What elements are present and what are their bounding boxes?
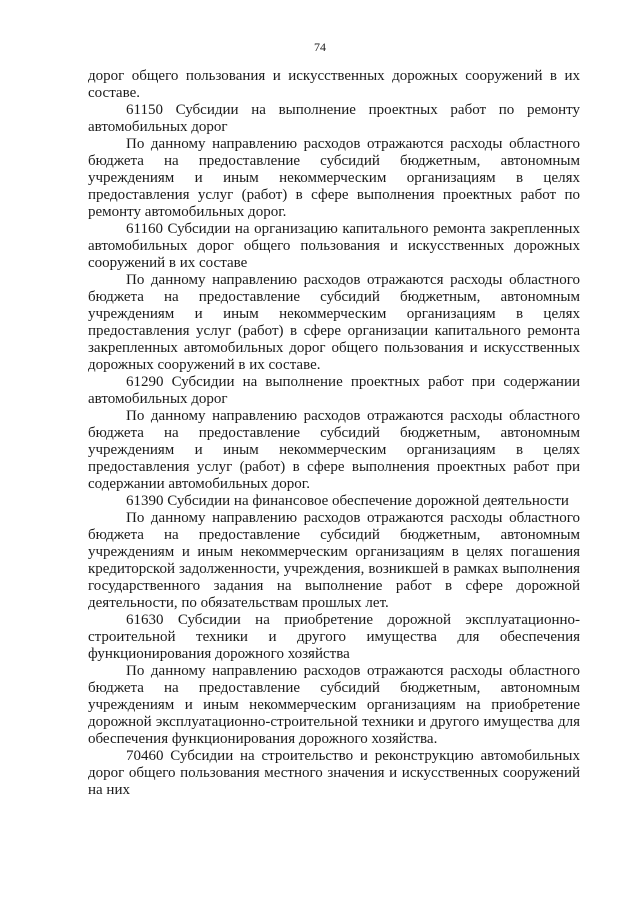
- section-heading-61290: 61290 Субсидии на выполнение проектных работ при содержании автомобильных дорог: [88, 374, 580, 407]
- page-number: 74: [314, 40, 326, 54]
- section-text-61290: По данному направлению расходов отражаются расходы областного бюджета на предоставление субсидий бюджетным, автономным учреждениям и иным некоммерческим организациям в целях предоставления услуг (работ) в сфере выполнения проектных работ при содержании автомобильных дорог.: [88, 408, 580, 492]
- section-heading-61160: 61160 Субсидии на организацию капитального ремонта закрепленных автомобильных дорог общего пользования и искусственных дорожных сооружений в их составе: [88, 221, 580, 271]
- section-heading-70460: 70460 Субсидии на строительство и реконструкцию автомобильных дорог общего пользования местного значения и искусственных сооружений на них: [88, 748, 580, 798]
- section-text-61160: По данному направлению расходов отражаются расходы областного бюджета на предоставление субсидий бюджетным, автономным учреждениям и иным некоммерческим организациям в целях предоставления услуг (работ) в сфере организации капитального ремонта закрепленных автомобильных дорог общего пользования и искусственных дорожных сооружений в их составе.: [88, 272, 580, 373]
- section-heading-61630: 61630 Субсидии на приобретение дорожной эксплуатационно-строительной техники и другого имущества для обеспечения функционирования дорожного хозяйства: [88, 612, 580, 662]
- section-heading-61150: 61150 Субсидии на выполнение проектных работ по ремонту автомобильных дорог: [88, 102, 580, 135]
- section-heading-61390: 61390 Субсидии на финансовое обеспечение дорожной деятельности: [126, 493, 569, 509]
- paragraph-continuation: дорог общего пользования и искусственных дорожных сооружений в их составе.: [88, 68, 580, 101]
- section-text-61630: По данному направлению расходов отражаются расходы областного бюджета на предоставление субсидий бюджетным, автономным учреждениям и иным некоммерческим организациям на приобретение дорожной эксплуатационно-строительной техники и другого имущества для обеспечения функционирования дорожного хозяйства.: [88, 663, 580, 747]
- section-text-61150: По данному направлению расходов отражаются расходы областного бюджета на предоставление субсидий бюджетным, автономным учреждениям и иным некоммерческим организациям в целях предоставления услуг (работ) в сфере выполнения проектных работ по ремонту автомобильных дорог.: [88, 136, 580, 220]
- document-body: [88, 68, 580, 799]
- section-text-61390: По данному направлению расходов отражаются расходы областного бюджета на предоставление субсидий бюджетным, автономным учреждениям и иным некоммерческим организациям в целях погашения кредиторской задолженности, учреждения, возникшей в рамках выполнения государственного задания на выполнение работ в сфере дорожной деятельности, по обязательствам прошлых лет.: [88, 510, 580, 611]
